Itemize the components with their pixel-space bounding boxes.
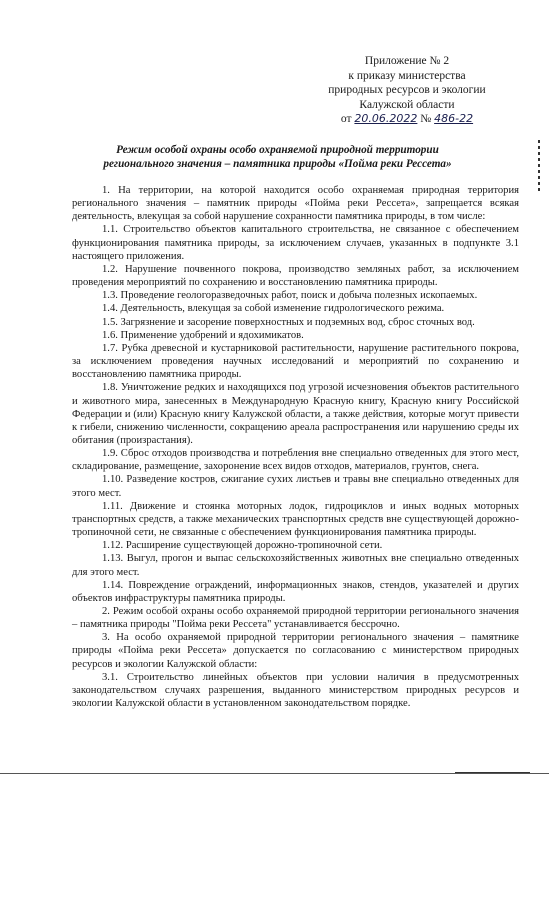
handwritten-date: 20.06.2022 xyxy=(354,112,418,126)
number-prefix: № xyxy=(420,113,432,126)
appendix-line-4: Калужской области xyxy=(359,98,455,111)
paragraph-2: 2. Режим особой охраны особо охраняемой природной территории регионального значения – памятника природы "Пойма реки Рессета" устанавливается бессрочно. xyxy=(72,606,519,631)
paragraph-1-14: 1.14. Повреждение ограждений, информационных знаков, стендов, указателей и других объектов инфраструктуры памятника природы. xyxy=(72,579,519,604)
footnote-line xyxy=(455,772,530,773)
document-title xyxy=(60,143,495,171)
paragraph-1-1: 1.1. Строительство объектов капитального строительства, не связанное с обеспечением функционирования памятника природы, за исключением случаев, указанных в подпункте 3.1 настоящего приложения. xyxy=(72,224,519,262)
paragraph-1-10: 1.10. Разведение костров, сжигание сухих листьев и травы вне специально отведенных для этого мест. xyxy=(72,474,519,499)
paragraph-1-2: 1.2. Нарушение почвенного покрова, производство земляных работ, за исключением проведения мероприятий по сохранению и восстановлению памятника природы. xyxy=(72,263,519,289)
date-prefix: от xyxy=(340,113,352,126)
paragraph-1-7: 1.7. Рубка древесной и кустарниковой растительности, нарушение растительного покрова, за исключением проведения научных исследований и мероприятий по сохранению и восстановлению памятника природы. xyxy=(72,342,519,381)
appendix-header xyxy=(312,54,502,127)
paragraph-3-1: 3.1. Строительство линейных объектов при условии наличия в предусмотренных законодательством случаях разрешения, выданного министерством природных ресурсов и экологии Калужской области в установленном законодательством порядке. xyxy=(72,671,519,710)
paragraph-1-13: 1.13. Выгул, прогон и выпас сельскохозяйственных животных вне специально отведенных для этого мест. xyxy=(72,553,519,578)
title-line-1: Режим особой охраны особо охраняемой природной территории xyxy=(116,144,439,156)
paragraph-3: 3. На особо охраняемой природной территории регионального значения – памятнике природы «Пойма реки Рессета» допускается по согласованию с министерством природных ресурсов и экологии Калужской области: xyxy=(72,632,519,670)
paragraph-1: 1. На территории, на которой находится особо охраняемая природная территория регионального значения – памятник природы «Пойма реки Рессета», запрещается всякая деятельность, влекущая за собой нарушение сохранности памятника природы, в том числе: xyxy=(72,185,519,223)
paragraph-1-5: 1.5. Загрязнение и засорение поверхностных и подземных вод, сброс сточных вод. xyxy=(102,316,475,328)
appendix-date-row xyxy=(312,112,502,127)
paragraph-1-12: 1.12. Расширение существующей дорожно-тропиночной сети. xyxy=(102,540,383,552)
paragraph-1-9: 1.9. Сброс отходов производства и потребления вне специально отведенных для этого мест, складирование, размещение, захоронение всех видов отходов, материалов, грунтов, снега. xyxy=(72,448,519,473)
handwritten-number: 486-22 xyxy=(434,112,474,126)
binding-edge-mark xyxy=(538,140,540,192)
appendix-line-3: природных ресурсов и экологии xyxy=(328,84,486,97)
paragraph-1-4: 1.4. Деятельность, влекущая за собой изменение гидрологического режима. xyxy=(102,303,445,315)
paragraph-1-6: 1.6. Применение удобрений и ядохимикатов. xyxy=(102,329,304,341)
paragraph-1-11: 1.11. Движение и стоянка моторных лодок, гидроциклов и иных водных моторных транспортных средств, а также механических транспортных средств вне существующей дорожно-тропиночной сети, не связанные с обеспечением функционирования памятника природы. xyxy=(72,500,519,539)
appendix-line-1: Приложение № 2 xyxy=(364,55,450,67)
title-line-2: регионального значения – памятника природы «Пойма реки Рессета» xyxy=(103,158,452,170)
page-break-line xyxy=(0,773,549,774)
appendix-line-2: к приказу министерства xyxy=(348,69,466,82)
paragraph-1-3: 1.3. Проведение геологоразведочных работ, поиск и добыча полезных ископаемых. xyxy=(102,290,478,302)
document-body xyxy=(72,184,519,710)
paragraph-1-8: 1.8. Уничтожение редких и находящихся под угрозой исчезновения объектов растительного и животного мира, занесенных в Международную Красную книгу, Красную книгу Российской Федерации и (или) Красную книгу Калужской области, а также действия, которые могут привести к гибели, снижению численности, сокращению ареала распространения или нарушению среды их обитания (произрастания). xyxy=(72,382,519,446)
